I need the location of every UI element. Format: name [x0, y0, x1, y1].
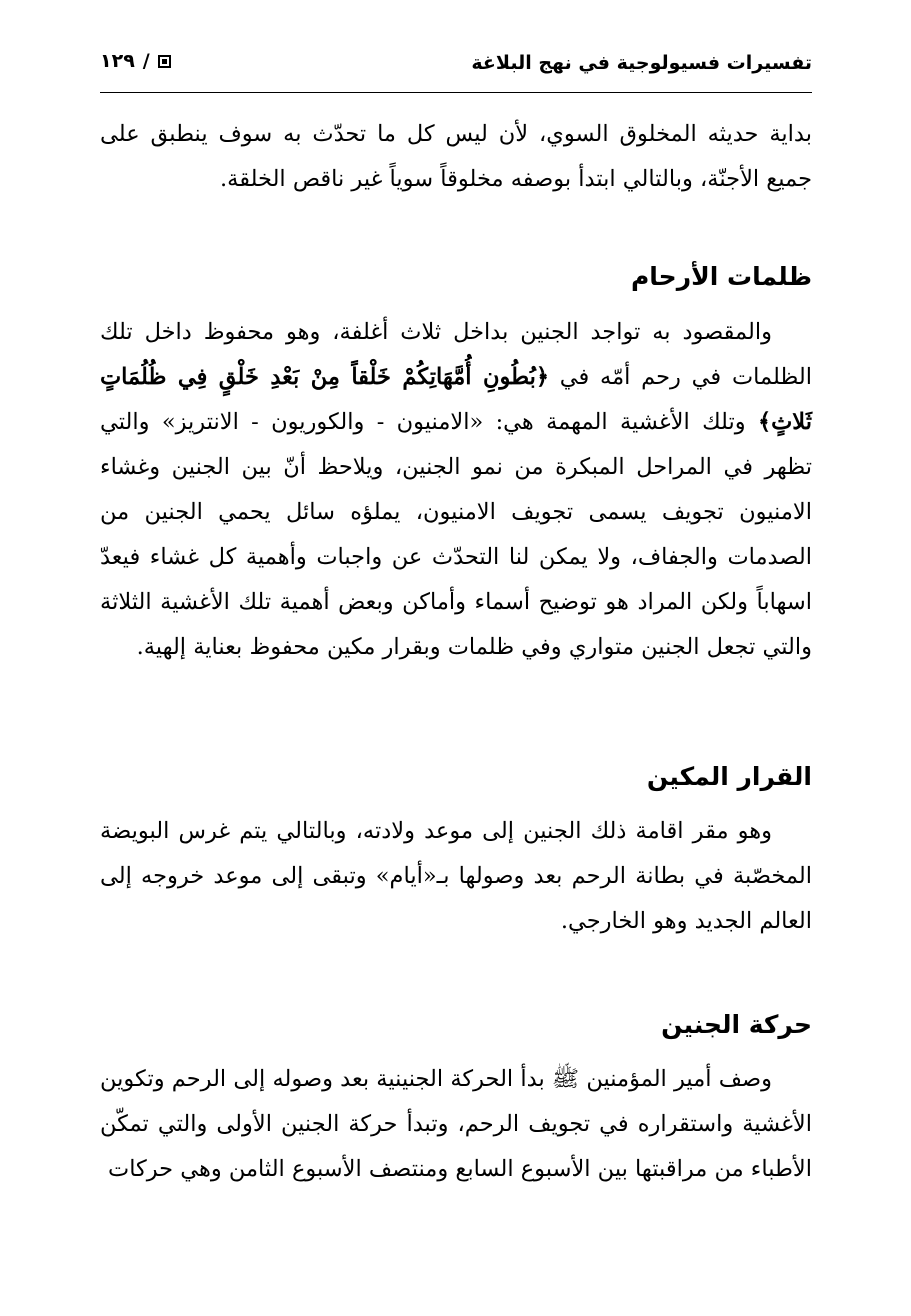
running-title: تفسيرات فسيولوجية في نهج البلاغة — [471, 52, 812, 74]
section-heading-secure-lodging: القرار المكين — [646, 762, 812, 791]
paragraph-text: والمقصود به تواجد الجنين بداخل ثلاث أغلفة، وهو محفوظ داخل تلك الظلمات في رحم أمّه في — [100, 319, 812, 390]
section-paragraph-secure-lodging: وهو مقر اقامة ذلك الجنين إلى موعد ولادته، وبالتالي يتم غرس البويضة المخصّبة في بطانة الرحم بعد وصولها بـ«أيام» وتبقى إلى موعد خروجه إلى العالم الجديد وهو الخارجي. — [100, 818, 812, 934]
section-heading-wombs-darkness: ظلمات الأرحام — [630, 262, 812, 291]
page-number: ١٢٩ — [100, 50, 135, 72]
quran-verse: ﴿بُطُونِ أُمَّهَاتِكُمْ خَلْقاً مِنْ بَعْدِ خَلْقٍ فِي ظُلُمَاتٍ ثَلاثٍ﴾ — [100, 364, 812, 435]
section-paragraph-fetal-movement: وصف أمير المؤمنين ﷺ بدأ الحركة الجنينية بعد وصوله إلى الرحم وتكوين الأغشية واستقراره في تجويف الرحم، وتبدأ حركة الجنين الأولى والتي تمكّن الأطباء من مراقبتها بين الأسبوع السابع ومنتصف الأسبوع الثامن وهي حركات — [100, 1066, 812, 1182]
page-marker-icon — [158, 55, 171, 68]
page-number-block — [100, 50, 171, 72]
section-paragraph-wombs-darkness — [100, 310, 812, 670]
page-separator: / — [142, 50, 150, 72]
paragraph-text: وتلك الأغشية المهمة هي: «الامنيون - والكوريون - الانتريز» والتي تظهر في المراحل المبكرة من نمو الجنين، ويلاحظ أنّ بين الجنين وغشاء الامنيون تجويف يسمى تجويف الامنيون، يملؤه سائل يحمي الجنين من الصدمات والجفاف، ولا يمكن لنا التحدّث عن واجبات وأهمية كل غشاء فيعدّ اسهاباً ولكن المراد هو توضيح أسماء وأماكن وبعض أهمية تلك الأغشية الثلاثة والتي تجعل الجنين متواري وفي ظلمات وبقرار مكين محفوظ بعناية إلهية. — [100, 409, 812, 660]
intro-paragraph: بداية حديثه المخلوق السوي، لأن ليس كل ما تحدّث به سوف ينطبق على جميع الأجنّة، وبالتالي ابتدأ بوصفه مخلوقاً سوياً غير ناقص الخلقة. — [100, 121, 812, 192]
page-header — [100, 48, 812, 88]
section-heading-fetal-movement: حركة الجنين — [661, 1010, 812, 1039]
header-divider — [100, 92, 812, 93]
